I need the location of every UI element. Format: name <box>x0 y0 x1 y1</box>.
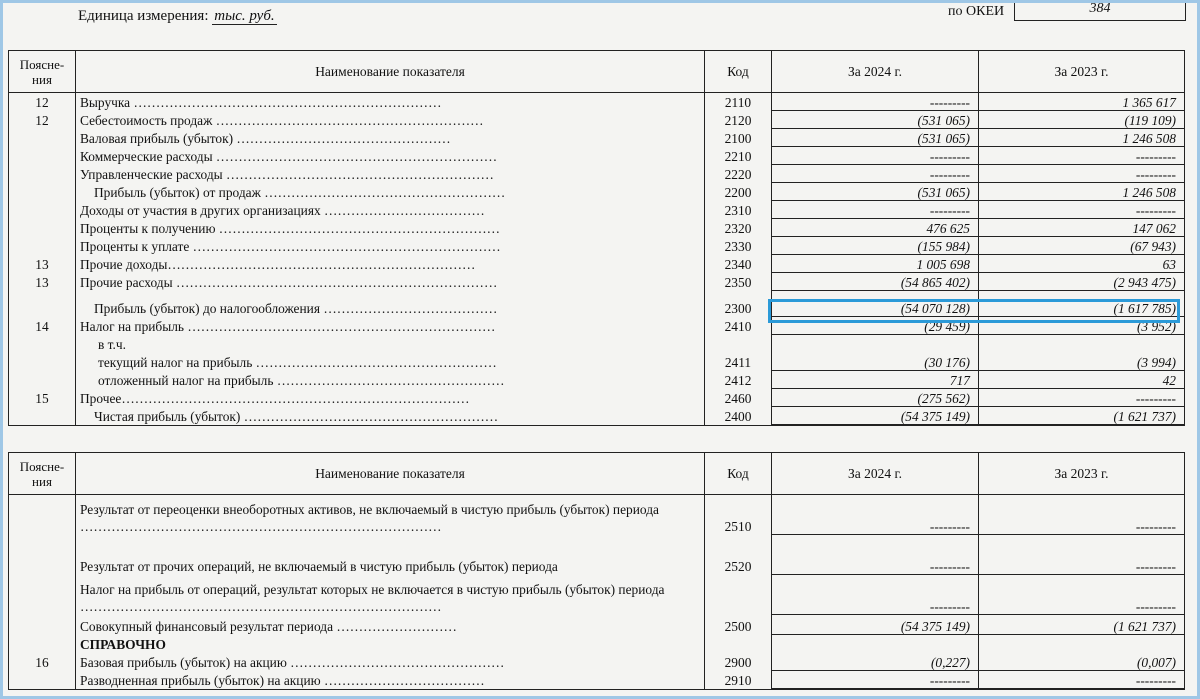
okei-value: 384 <box>1014 0 1186 21</box>
table-row <box>9 111 1185 129</box>
code-cell: 2200 <box>705 183 772 201</box>
indicator-name: Валовая прибыль (убыток) ………………………………………… <box>76 129 705 147</box>
col-note-header: Поясне- ния <box>9 51 76 93</box>
table-row <box>9 635 1185 653</box>
code-cell: 2310 <box>705 201 772 219</box>
value-2024: 476 625 <box>772 219 979 237</box>
code-cell: 2220 <box>705 165 772 183</box>
code-cell: 2330 <box>705 237 772 255</box>
table-row <box>9 353 1185 371</box>
value-2024: --------- <box>772 93 979 112</box>
value-2023: --------- <box>979 495 1185 535</box>
value-2024: (29 459) <box>772 317 979 335</box>
okei-label: по ОКЕИ <box>948 4 1005 19</box>
col-2023-header: За 2023 г. <box>979 453 1185 495</box>
value-2024: (30 176) <box>772 353 979 371</box>
code-cell: 2910 <box>705 671 772 690</box>
value-2023: 1 246 508 <box>979 183 1185 201</box>
value-2023: (0,007) <box>979 653 1185 671</box>
unit-value: тыс. руб. <box>214 8 275 24</box>
indicator-name: Прочие расходы ……………………………………………………………… <box>76 273 705 291</box>
indicator-name: Результат от переоценки внеоборотных активов, не включаемый в чистую прибыль (убыток) периода ……………………………………………………………………… <box>76 495 705 535</box>
table-row <box>9 535 1185 575</box>
table-row <box>9 183 1185 201</box>
note-cell <box>9 183 76 201</box>
value-2023: (3 994) <box>979 353 1185 371</box>
value-2023: --------- <box>979 147 1185 165</box>
note-cell <box>9 535 76 575</box>
value-2023: 147 062 <box>979 219 1185 237</box>
value-2023: (119 109) <box>979 111 1185 129</box>
value-2023: (1 621 737) <box>979 407 1185 426</box>
code-cell <box>705 635 772 653</box>
col-code-header: Код <box>705 51 772 93</box>
note-cell <box>9 575 76 615</box>
value-2024: --------- <box>772 575 979 615</box>
value-2023: --------- <box>979 201 1185 219</box>
code-cell: 2460 <box>705 389 772 407</box>
indicator-name: Базовая прибыль (убыток) на акцию ………………………………………… <box>76 653 705 671</box>
note-cell <box>9 635 76 653</box>
code-cell: 2110 <box>705 93 772 112</box>
value-2023: (67 943) <box>979 237 1185 255</box>
indicator-name: Разводненная прибыль (убыток) на акцию ……………………………… <box>76 671 705 690</box>
code-cell: 2300 <box>705 291 772 317</box>
value-2023: --------- <box>979 165 1185 183</box>
value-2023: --------- <box>979 575 1185 615</box>
note-cell <box>9 165 76 183</box>
col-name-header: Наименование показателя <box>76 51 705 93</box>
code-cell: 2350 <box>705 273 772 291</box>
table-row <box>9 653 1185 671</box>
value-2024: --------- <box>772 165 979 183</box>
note-cell: 12 <box>9 93 76 112</box>
value-2024: --------- <box>772 147 979 165</box>
note-cell <box>9 353 76 371</box>
income-statement-table <box>8 50 1185 426</box>
col-name-header: Наименование показателя <box>76 453 705 495</box>
value-2024: (54 865 402) <box>772 273 979 291</box>
note-cell <box>9 291 76 317</box>
value-2024: (531 065) <box>772 183 979 201</box>
indicator-name: текущий налог на прибыль ……………………………………………… <box>76 353 705 371</box>
note-cell <box>9 201 76 219</box>
note-cell <box>9 371 76 389</box>
note-cell: 13 <box>9 273 76 291</box>
table-row <box>9 201 1185 219</box>
table-row <box>9 389 1185 407</box>
note-cell: 12 <box>9 111 76 129</box>
indicator-name: Проценты к уплате …………………………………………………………… <box>76 237 705 255</box>
table-row <box>9 575 1185 615</box>
indicator-name: СПРАВОЧНО <box>76 635 705 653</box>
table-row <box>9 93 1185 112</box>
note-cell: 16 <box>9 653 76 671</box>
value-2023 <box>979 635 1185 653</box>
indicator-name: Прибыль (убыток) от продаж ……………………………………………… <box>76 183 705 201</box>
value-2024: (531 065) <box>772 111 979 129</box>
table-row <box>9 147 1185 165</box>
value-2024 <box>772 335 979 353</box>
code-cell: 2520 <box>705 535 772 575</box>
table-row <box>9 219 1185 237</box>
note-cell <box>9 219 76 237</box>
code-cell: 2410 <box>705 317 772 335</box>
value-2024: (155 984) <box>772 237 979 255</box>
table-row <box>9 615 1185 635</box>
indicator-name: Совокупный финансовый результат периода ……………………… <box>76 615 705 635</box>
note-cell <box>9 147 76 165</box>
value-2024: (54 375 149) <box>772 615 979 635</box>
col-code-header: Код <box>705 453 772 495</box>
value-2023: --------- <box>979 389 1185 407</box>
code-cell <box>705 335 772 353</box>
code-cell: 2412 <box>705 371 772 389</box>
indicator-name: Выручка …………………………………………………………… <box>76 93 705 112</box>
note-cell <box>9 129 76 147</box>
value-2023 <box>979 335 1185 353</box>
note-cell <box>9 407 76 426</box>
note-cell <box>9 615 76 635</box>
code-cell: 2900 <box>705 653 772 671</box>
value-2023: --------- <box>979 535 1185 575</box>
comprehensive-income-table <box>8 452 1185 690</box>
value-2024: (54 070 128) <box>772 291 979 317</box>
indicator-name: Чистая прибыль (убыток) ………………………………………………… <box>76 407 705 426</box>
code-cell: 2120 <box>705 111 772 129</box>
table-row <box>9 237 1185 255</box>
value-2024: (54 375 149) <box>772 407 979 426</box>
value-2024: --------- <box>772 495 979 535</box>
indicator-name: Прибыль (убыток) до налогообложения ………………………………… <box>76 291 705 317</box>
value-2023: 1 246 508 <box>979 129 1185 147</box>
table-row <box>9 371 1185 389</box>
code-cell: 2210 <box>705 147 772 165</box>
indicator-name: Налог на прибыль от операций, результат которых не включается в чистую прибыль (убыток) периода ……………………………………………………………………… <box>76 575 705 615</box>
highlight-box-pretax-profit <box>768 299 1180 323</box>
value-2023: (3 952) <box>979 317 1185 335</box>
note-cell: 13 <box>9 255 76 273</box>
value-2024: --------- <box>772 201 979 219</box>
table-row <box>9 407 1185 426</box>
table-row <box>9 165 1185 183</box>
note-cell: 14 <box>9 317 76 335</box>
code-cell: 2340 <box>705 255 772 273</box>
note-cell <box>9 335 76 353</box>
col-2024-header: За 2024 г. <box>772 51 979 93</box>
note-cell <box>9 495 76 535</box>
indicator-name: Проценты к получению ……………………………………………………… <box>76 219 705 237</box>
value-2024: 717 <box>772 371 979 389</box>
code-cell <box>705 575 772 615</box>
indicator-name: Коммерческие расходы ……………………………………………………… <box>76 147 705 165</box>
indicator-name: Результат от прочих операций, не включаемый в чистую прибыль (убыток) периода <box>76 535 705 575</box>
value-2023: (1 617 785) <box>979 291 1185 317</box>
code-cell: 2510 <box>705 495 772 535</box>
indicator-name: отложенный налог на прибыль …………………………………………… <box>76 371 705 389</box>
value-2024: (275 562) <box>772 389 979 407</box>
indicator-name: в т.ч. <box>76 335 705 353</box>
unit-label: Единица измерения: <box>78 8 209 24</box>
value-2023: --------- <box>979 671 1185 690</box>
code-cell: 2320 <box>705 219 772 237</box>
value-2023: 42 <box>979 371 1185 389</box>
code-cell: 2411 <box>705 353 772 371</box>
value-2023: 63 <box>979 255 1185 273</box>
value-2023: 1 365 617 <box>979 93 1185 112</box>
col-note-header: Поясне- ния <box>9 453 76 495</box>
indicator-name: Прочее…………………………………………………………………… <box>76 389 705 407</box>
code-cell: 2100 <box>705 129 772 147</box>
col-2024-header: За 2024 г. <box>772 453 979 495</box>
value-2024 <box>772 635 979 653</box>
code-cell: 2500 <box>705 615 772 635</box>
unit-of-measure <box>78 8 277 25</box>
indicator-name: Налог на прибыль …………………………………………………………… <box>76 317 705 335</box>
indicator-name: Себестоимость продаж …………………………………………………… <box>76 111 705 129</box>
value-2023: (2 943 475) <box>979 273 1185 291</box>
table-row <box>9 335 1185 353</box>
indicator-name: Доходы от участия в других организациях ……………………………… <box>76 201 705 219</box>
note-cell: 15 <box>9 389 76 407</box>
indicator-name: Прочие доходы…………………………………………………………… <box>76 255 705 273</box>
note-cell <box>9 671 76 690</box>
note-cell <box>9 237 76 255</box>
table-header-row <box>9 51 1185 93</box>
value-2024: 1 005 698 <box>772 255 979 273</box>
value-2024: (0,227) <box>772 653 979 671</box>
value-2023: (1 621 737) <box>979 615 1185 635</box>
table-row <box>9 129 1185 147</box>
indicator-name: Управленческие расходы …………………………………………………… <box>76 165 705 183</box>
table-row <box>9 495 1185 535</box>
table2-header-row <box>9 453 1185 495</box>
table-row <box>9 671 1185 690</box>
code-cell: 2400 <box>705 407 772 426</box>
value-2024: --------- <box>772 671 979 690</box>
value-2024: (531 065) <box>772 129 979 147</box>
col-2023-header: За 2023 г. <box>979 51 1185 93</box>
value-2024: --------- <box>772 535 979 575</box>
table-row <box>9 273 1185 291</box>
table-row <box>9 255 1185 273</box>
